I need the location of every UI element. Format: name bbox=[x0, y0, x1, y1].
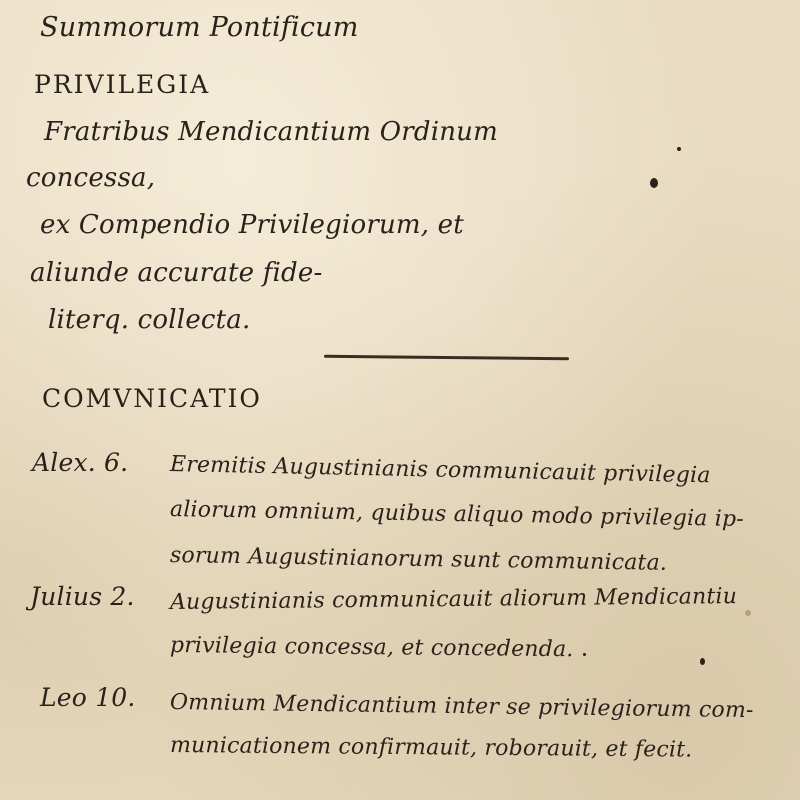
entry-1-line-1: Eremitis Augustinianis communicauit privilegia bbox=[169, 452, 711, 489]
title-line-2: PRIVILEGIA bbox=[34, 70, 211, 99]
title-line-7: literq. collecta. bbox=[48, 305, 251, 335]
title-line-1: Summorum Pontificum bbox=[40, 12, 359, 43]
paper-stain bbox=[745, 610, 751, 616]
entry-2-line-1: Augustinianis communicauit aliorum Mendicantiu bbox=[169, 584, 738, 615]
entry-1-line-2: aliorum omnium, quibus aliquo modo privilegia ip- bbox=[169, 497, 745, 533]
entry-1-line-3: sorum Augustinianorum sunt communicata. bbox=[169, 543, 668, 576]
title-divider-rule bbox=[324, 355, 569, 361]
title-line-6: aliunde accurate fide- bbox=[30, 258, 323, 288]
margin-pope-alex: Alex. 6. bbox=[32, 448, 129, 477]
title-line-5: ex Compendio Privilegiorum, et bbox=[40, 210, 464, 240]
margin-pope-julius: Julius 2. bbox=[30, 582, 135, 611]
margin-pope-leo: Leo 10. bbox=[40, 683, 136, 712]
title-line-4: concessa, bbox=[26, 163, 156, 193]
entry-3-line-1: Omnium Mendicantium inter se privilegiorum com- bbox=[169, 690, 754, 724]
ink-speck bbox=[677, 147, 681, 151]
ink-speck bbox=[583, 653, 586, 656]
entry-2-line-2: privilegia concessa, et concedenda. bbox=[169, 633, 574, 663]
title-line-3: Fratribus Mendicantium Ordinum bbox=[44, 117, 498, 147]
section-heading: COMVNICATIO bbox=[42, 384, 262, 413]
ink-blot bbox=[650, 178, 658, 188]
entry-3-line-2: municationem confirmauit, roborauit, et fecit. bbox=[169, 733, 693, 763]
ink-speck bbox=[700, 658, 705, 665]
